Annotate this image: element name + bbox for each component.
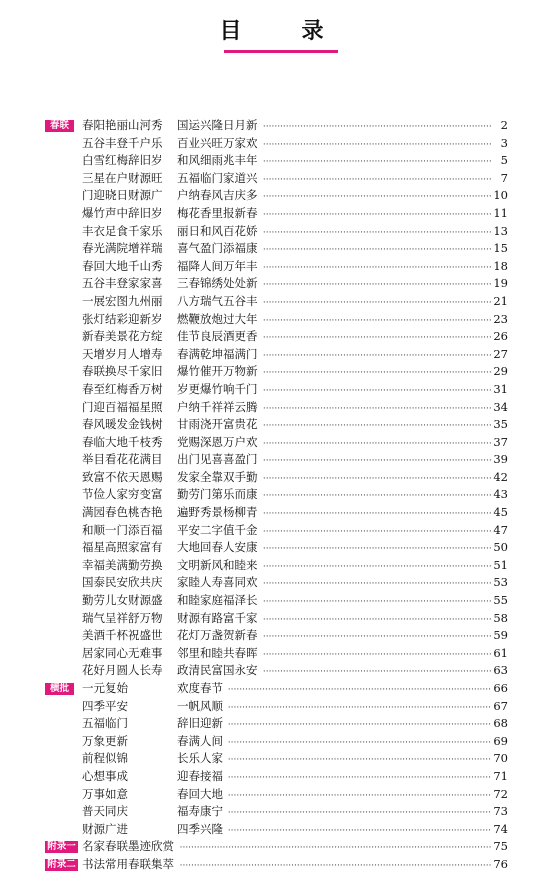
dot-leader — [228, 698, 491, 716]
entry-first-line: 幸福美满勤劳换 — [82, 557, 163, 572]
entry-second-line: 和风细雨兆丰年 — [177, 153, 258, 168]
dot-leader — [228, 768, 491, 786]
table-of-contents — [0, 117, 543, 874]
dot-leader — [263, 293, 491, 311]
entry-first-line: 心想事成 — [82, 768, 128, 783]
toc-entry[interactable] — [0, 328, 543, 346]
entry-second-line: 百业兴旺万家欢 — [177, 135, 258, 150]
toc-entry[interactable] — [0, 803, 543, 821]
toc-entry[interactable] — [0, 733, 543, 751]
page-number: 26 — [493, 329, 508, 344]
dot-leader — [263, 610, 491, 628]
dot-leader — [263, 346, 491, 364]
dot-leader — [263, 662, 491, 680]
entry-first-line: 名家春联墨迹欣赏 — [82, 839, 174, 854]
entry-second-line: 发家全靠双手勤 — [177, 469, 258, 484]
toc-entry[interactable] — [0, 135, 543, 153]
toc-entry[interactable] — [0, 205, 543, 223]
entry-first-line: 新春美景花方绽 — [82, 329, 163, 344]
toc-entry[interactable] — [0, 698, 543, 716]
toc-entry[interactable] — [0, 504, 543, 522]
page-number: 51 — [493, 557, 508, 572]
entry-second-line: 甘雨浇开富贵花 — [177, 417, 258, 432]
dot-leader — [263, 258, 491, 276]
entry-first-line: 春风暖发金钱树 — [82, 417, 163, 432]
entry-second-line: 五福临门家道兴 — [177, 170, 258, 185]
page-number: 74 — [493, 821, 508, 836]
section-badge: 附录一 — [45, 841, 78, 853]
dot-leader — [263, 170, 491, 188]
toc-entry[interactable] — [0, 539, 543, 557]
entry-first-line: 门迎晓日财源广 — [82, 188, 163, 203]
dot-leader — [263, 574, 491, 592]
page-number: 67 — [493, 698, 508, 713]
dot-leader — [263, 416, 491, 434]
entry-first-line: 五谷丰登家家喜 — [82, 276, 163, 291]
entry-second-line: 党赐深恩万户欢 — [177, 434, 258, 449]
entry-first-line: 美酒千杯祝盛世 — [82, 628, 163, 643]
page-number: 73 — [493, 804, 508, 819]
entry-second-line: 勤劳门第乐而康 — [177, 487, 258, 502]
dot-leader — [228, 750, 491, 768]
toc-entry[interactable] — [0, 838, 543, 856]
toc-entry[interactable] — [0, 469, 543, 487]
dot-leader — [263, 451, 491, 469]
entry-first-line: 五福临门 — [82, 716, 128, 731]
toc-entry[interactable] — [0, 856, 543, 874]
toc-entry[interactable] — [0, 522, 543, 540]
entry-first-line: 一展宏图九州丽 — [82, 293, 163, 308]
dot-leader — [263, 434, 491, 452]
page-number: 68 — [493, 716, 508, 731]
page-number: 59 — [493, 628, 508, 643]
toc-entry[interactable] — [0, 416, 543, 434]
toc-entry[interactable] — [0, 170, 543, 188]
entry-second-line: 喜气盈门添福康 — [177, 241, 258, 256]
dot-leader — [263, 363, 491, 381]
entry-first-line: 书法常用春联集萃 — [82, 856, 174, 871]
entry-second-line: 家睦人寿喜同欢 — [177, 575, 258, 590]
entry-first-line: 丰衣足食千家乐 — [82, 223, 163, 238]
entry-first-line: 天增岁月人增寿 — [82, 346, 163, 361]
page-number: 5 — [500, 153, 508, 168]
page-number: 19 — [493, 276, 508, 291]
entry-first-line: 万事如意 — [82, 786, 128, 801]
entry-second-line: 八方瑞气五谷丰 — [177, 293, 258, 308]
toc-entry[interactable] — [0, 786, 543, 804]
toc-entry[interactable] — [0, 486, 543, 504]
page-title — [0, 14, 543, 44]
dot-leader — [228, 715, 491, 733]
dot-leader — [263, 311, 491, 329]
entry-first-line: 致富不依天恩赐 — [82, 469, 163, 484]
toc-entry[interactable] — [0, 680, 543, 698]
toc-entry[interactable] — [0, 557, 543, 575]
dot-leader — [228, 786, 491, 804]
page-number: 71 — [493, 768, 508, 783]
dot-leader — [263, 539, 491, 557]
entry-first-line: 节俭人家穷变富 — [82, 487, 163, 502]
entry-second-line: 一帆风顺 — [177, 698, 223, 713]
dot-leader — [263, 187, 491, 205]
entry-second-line: 国运兴隆日月新 — [177, 118, 258, 132]
toc-entry[interactable] — [0, 187, 543, 205]
page-number: 29 — [493, 364, 508, 379]
page-number: 50 — [493, 540, 508, 555]
entry-first-line: 张灯结彩迎新岁 — [82, 311, 163, 326]
toc-entry[interactable] — [0, 662, 543, 680]
entry-second-line: 政清民富国永安 — [177, 663, 258, 678]
dot-leader — [263, 152, 491, 170]
entry-first-line: 春回大地千山秀 — [82, 258, 163, 273]
page-number: 11 — [493, 205, 508, 220]
dot-leader — [263, 486, 491, 504]
dot-leader — [263, 504, 491, 522]
toc-entry[interactable] — [0, 750, 543, 768]
page-number: 39 — [493, 452, 508, 467]
entry-second-line: 遍野秀景杨柳青 — [177, 505, 258, 520]
entry-second-line: 四季兴隆 — [177, 821, 223, 836]
page-title-right: 录 — [301, 18, 324, 44]
page-number: 10 — [493, 188, 508, 203]
entry-first-line: 春光满院增祥瑞 — [82, 241, 163, 256]
dot-leader — [263, 399, 491, 417]
toc-entry[interactable] — [0, 399, 543, 417]
toc-entry[interactable] — [0, 240, 543, 258]
page-number: 35 — [493, 417, 508, 432]
toc-entry[interactable] — [0, 645, 543, 663]
page-number: 15 — [493, 241, 508, 256]
entry-second-line: 和睦家庭福泽长 — [177, 593, 258, 608]
entry-first-line: 五谷丰登千户乐 — [82, 135, 163, 150]
dot-leader — [263, 205, 491, 223]
toc-entry[interactable] — [0, 574, 543, 592]
entry-second-line: 辞旧迎新 — [177, 716, 223, 731]
toc-entry[interactable] — [0, 715, 543, 733]
dot-leader — [263, 557, 491, 575]
dot-leader — [263, 240, 491, 258]
dot-leader — [263, 328, 491, 346]
dot-leader — [263, 645, 491, 663]
page-number: 43 — [493, 487, 508, 502]
page-number: 58 — [493, 610, 508, 625]
entry-second-line: 出门见喜喜盈门 — [177, 452, 258, 467]
section-badge: 附录二 — [45, 859, 78, 871]
entry-second-line: 文明新风和睦来 — [177, 557, 258, 572]
entry-first-line: 居家同心无难事 — [82, 645, 163, 660]
toc-entry[interactable] — [0, 610, 543, 628]
page-number: 45 — [493, 505, 508, 520]
entry-first-line: 勤劳儿女财源盛 — [82, 593, 163, 608]
entry-first-line: 万象更新 — [82, 733, 128, 748]
dot-leader — [263, 381, 491, 399]
page-number: 76 — [493, 856, 508, 871]
entry-second-line: 欢度春节 — [177, 681, 223, 695]
entry-second-line: 梅花香里报新春 — [177, 205, 258, 220]
entry-second-line: 花灯万盏贺新春 — [177, 628, 258, 643]
page-number: 70 — [493, 751, 508, 766]
entry-second-line: 佳节良辰酒更香 — [177, 329, 258, 344]
toc-entry[interactable] — [0, 258, 543, 276]
toc-entry[interactable] — [0, 275, 543, 293]
page-number: 72 — [493, 786, 508, 801]
entry-first-line: 一元复始 — [82, 681, 128, 695]
entry-second-line: 福降人间万年丰 — [177, 258, 258, 273]
page-number: 13 — [493, 223, 508, 238]
toc-entry[interactable] — [0, 821, 543, 839]
toc-entry[interactable] — [0, 363, 543, 381]
page-number: 7 — [500, 170, 508, 185]
entry-first-line: 福星高照家富有 — [82, 540, 163, 555]
entry-second-line: 春满人间 — [177, 733, 223, 748]
entry-first-line: 春联换尽千家旧 — [82, 364, 163, 379]
toc-entry[interactable] — [0, 434, 543, 452]
entry-second-line: 三春锦绣处处新 — [177, 276, 258, 291]
entry-first-line: 财源广进 — [82, 821, 128, 836]
page-number: 21 — [493, 293, 508, 308]
page-number: 53 — [493, 575, 508, 590]
dot-leader — [228, 803, 491, 821]
toc-entry[interactable] — [0, 768, 543, 786]
page-number: 37 — [493, 434, 508, 449]
page-title-left: 目 — [219, 18, 242, 44]
toc-entry[interactable] — [0, 451, 543, 469]
page-number: 55 — [493, 593, 508, 608]
page-number: 42 — [493, 469, 508, 484]
entry-second-line: 福寿康宁 — [177, 804, 223, 819]
dot-leader — [228, 733, 491, 751]
toc-entry[interactable] — [0, 346, 543, 364]
entry-second-line: 户纳千祥祥云腾 — [177, 399, 258, 414]
page-number: 63 — [493, 663, 508, 678]
entry-second-line: 大地回春人安康 — [177, 540, 258, 555]
dot-leader — [263, 592, 491, 610]
entry-first-line: 四季平安 — [82, 698, 128, 713]
dot-leader — [180, 856, 491, 874]
page-number: 2 — [500, 118, 508, 132]
page-number: 23 — [493, 311, 508, 326]
toc-entry[interactable] — [0, 223, 543, 241]
entry-first-line: 白雪红梅辞旧岁 — [82, 153, 163, 168]
dot-leader — [228, 680, 491, 698]
page-number: 66 — [493, 681, 508, 695]
page-number: 34 — [493, 399, 508, 414]
entry-second-line: 长乐人家 — [177, 751, 223, 766]
entry-first-line: 三星在户财源旺 — [82, 170, 163, 185]
dot-leader — [263, 275, 491, 293]
page-number: 3 — [500, 135, 508, 150]
toc-entry[interactable] — [0, 381, 543, 399]
dot-leader — [263, 135, 491, 153]
page-number: 61 — [493, 645, 508, 660]
toc-entry[interactable] — [0, 117, 543, 135]
entry-first-line: 满园春色桃杏艳 — [82, 505, 163, 520]
entry-first-line: 举目看花花满目 — [82, 452, 163, 467]
page-number: 31 — [493, 381, 508, 396]
toc-entry[interactable] — [0, 627, 543, 645]
dot-leader — [263, 522, 491, 540]
dot-leader — [263, 223, 491, 241]
dot-leader — [180, 838, 491, 856]
dot-leader — [263, 469, 491, 487]
entry-first-line: 和顺一门添百福 — [82, 522, 163, 537]
toc-entry[interactable] — [0, 311, 543, 329]
entry-first-line: 春至红梅香万树 — [82, 381, 163, 396]
page-number: 27 — [493, 346, 508, 361]
entry-first-line: 门迎百福福星照 — [82, 399, 163, 414]
entry-first-line: 前程似锦 — [82, 751, 128, 766]
entry-second-line: 春回大地 — [177, 786, 223, 801]
dot-leader — [263, 627, 491, 645]
entry-first-line: 春阳艳丽山河秀 — [82, 118, 163, 132]
title-underline — [224, 50, 338, 53]
entry-first-line: 国泰民安欣共庆 — [82, 575, 163, 590]
entry-second-line: 平安二字值千金 — [177, 522, 258, 537]
dot-leader — [228, 821, 491, 839]
entry-second-line: 财源有路富千家 — [177, 610, 258, 625]
page-number: 69 — [493, 733, 508, 748]
entry-second-line: 春满乾坤福满门 — [177, 346, 258, 361]
entry-second-line: 燃鞭放炮过大年 — [177, 311, 258, 326]
section-badge: 春联 — [45, 120, 74, 132]
entry-second-line: 丽日和风百花娇 — [177, 223, 258, 238]
entry-second-line: 岁更爆竹响千门 — [177, 381, 258, 396]
toc-entry[interactable] — [0, 152, 543, 170]
toc-entry[interactable] — [0, 293, 543, 311]
entry-second-line: 户纳春风吉庆多 — [177, 188, 258, 203]
toc-entry[interactable] — [0, 592, 543, 610]
dot-leader — [263, 117, 491, 135]
entry-first-line: 花好月圆人长寿 — [82, 663, 163, 678]
entry-first-line: 瑞气呈祥舒万物 — [82, 610, 163, 625]
page-number: 18 — [493, 258, 508, 273]
entry-second-line: 爆竹催开万物新 — [177, 364, 258, 379]
entry-second-line: 迎春接福 — [177, 768, 223, 783]
section-badge: 横批 — [45, 683, 74, 695]
page-number: 47 — [493, 522, 508, 537]
entry-first-line: 爆竹声中辞旧岁 — [82, 205, 163, 220]
entry-first-line: 普天同庆 — [82, 804, 128, 819]
page-number: 75 — [493, 839, 508, 854]
entry-second-line: 邻里和睦共春晖 — [177, 645, 258, 660]
entry-first-line: 春临大地千枝秀 — [82, 434, 163, 449]
